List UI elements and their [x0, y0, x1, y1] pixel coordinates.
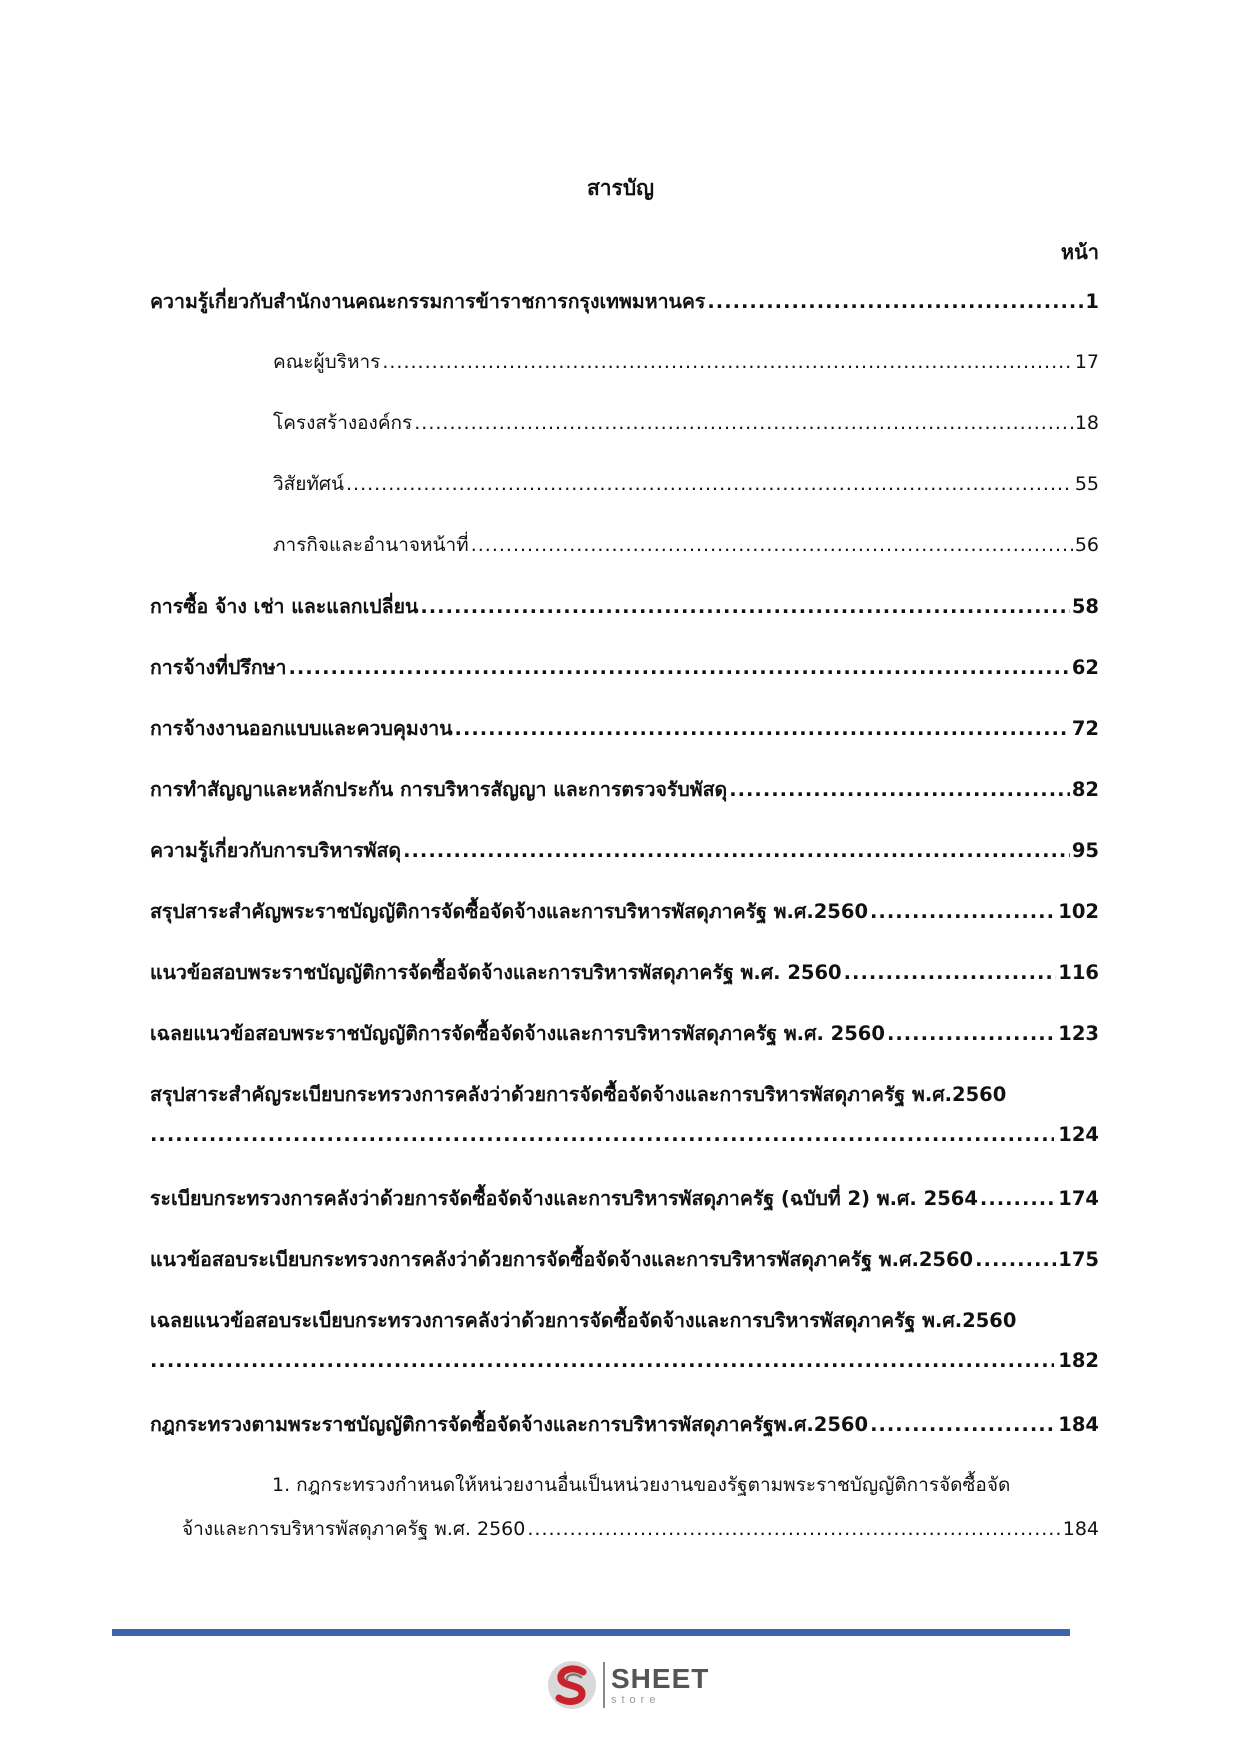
toc-entry[interactable] [150, 713, 1099, 774]
toc-entry-label: โครงสร้างองค์กร [273, 412, 413, 434]
dot-leader [455, 717, 1070, 740]
toc-entry[interactable] [150, 591, 1099, 652]
toc-entry-label: วิสัยทัศน์ [273, 473, 344, 495]
toc-entry-page: 184 [1058, 1413, 1099, 1436]
toc-entry-label: เฉลยแนวข้อสอบพระราชบัญญัติการจัดซื้อจัดจ้างและการบริหารพัสดุภาครัฐ พ.ศ. 2560 [150, 1022, 885, 1045]
toc-subentry[interactable] [150, 469, 1099, 530]
dot-leader [150, 1123, 1054, 1146]
logo-text: SHEET [611, 1662, 710, 1694]
toc-entry-page: 72 [1071, 717, 1099, 740]
toc-entry-label: แนวข้อสอบพระราชบัญญัติการจัดซื้อจัดจ้างและการบริหารพัสดุภาครัฐ พ.ศ. 2560 [150, 961, 842, 984]
logo-separator [603, 1662, 605, 1708]
toc-entry-page: 1 [1085, 290, 1099, 313]
table-of-contents [150, 286, 1099, 1544]
toc-subentry[interactable] [150, 408, 1099, 469]
dot-leader [382, 351, 1072, 373]
toc-entry[interactable] [150, 1079, 1099, 1183]
toc-entry-page: 62 [1071, 656, 1099, 679]
toc-entry-label: สรุปสาระสำคัญระเบียบกระทรวงการคลังว่าด้วยการจัดซื้อจัดจ้างและการบริหารพัสดุภาครัฐ พ.ศ.2560 [150, 1083, 1007, 1106]
dot-leader [707, 290, 1083, 313]
toc-entry[interactable] [150, 1409, 1099, 1470]
toc-entry-page: 184 [1062, 1518, 1099, 1540]
dot-leader [346, 473, 1073, 495]
toc-entry-page: 56 [1074, 534, 1099, 556]
toc-entry-page: 174 [1058, 1187, 1099, 1210]
toc-entry-label: ระเบียบกระทรวงการคลังว่าด้วยการจัดซื้อจัดจ้างและการบริหารพัสดุภาครัฐ (ฉบับที่ 2) พ.ศ. 2564 [150, 1187, 978, 1210]
sheet-store-logo-icon [545, 1658, 599, 1712]
toc-entry-page: 82 [1071, 778, 1099, 801]
toc-entry-page: 95 [1071, 839, 1099, 862]
dot-leader [420, 595, 1070, 618]
toc-entry-label: การซื้อ จ้าง เช่า และแลกเปลี่ยน [150, 595, 419, 618]
toc-entry[interactable] [150, 652, 1099, 713]
dot-leader [870, 900, 1056, 923]
toc-entry[interactable] [150, 896, 1099, 957]
toc-entry[interactable] [150, 1244, 1099, 1305]
toc-entry-page: 18 [1074, 412, 1099, 434]
dot-leader [980, 1187, 1056, 1210]
page-title: สารบัญ [586, 176, 655, 200]
toc-entry-page: 55 [1074, 473, 1099, 495]
toc-entry-page: 102 [1058, 900, 1099, 923]
toc-entry-label: เฉลยแนวข้อสอบระเบียบกระทรวงการคลังว่าด้วยการจัดซื้อจัดจ้างและการบริหารพัสดุภาครัฐ พ.ศ.2560 [150, 1309, 1017, 1332]
toc-entry-label: สรุปสาระสำคัญพระราชบัญญัติการจัดซื้อจัดจ้างและการบริหารพัสดุภาครัฐ พ.ศ.2560 [150, 900, 869, 923]
toc-entry-page: 182 [1058, 1349, 1099, 1372]
toc-entry-label: การทำสัญญาและหลักประกัน การบริหารสัญญา และการตรวจรับพัสดุ [150, 778, 728, 801]
toc-entry-page: 123 [1058, 1022, 1099, 1045]
toc-entry-label: ความรู้เกี่ยวกับการบริหารพัสดุ [150, 839, 402, 862]
toc-entry-label: ภารกิจและอำนาจหน้าที่ [273, 534, 469, 556]
dot-leader [975, 1248, 1056, 1271]
toc-entry-page: 175 [1058, 1248, 1099, 1271]
dot-leader [414, 412, 1073, 434]
dot-leader [870, 1413, 1056, 1436]
toc-entry-label: 1. กฎกระทรวงกำหนดให้หน่วยงานอื่นเป็นหน่วยงานของรัฐตามพระราชบัญญัติการจัดซื้อจัด [272, 1474, 1011, 1496]
brand-logo [545, 1658, 709, 1712]
dot-leader [729, 778, 1070, 801]
toc-entry-page: 124 [1058, 1123, 1099, 1146]
toc-entry[interactable] [150, 774, 1099, 835]
toc-entry[interactable] [150, 1183, 1099, 1244]
toc-subentry[interactable] [150, 1470, 1099, 1544]
dot-leader [527, 1518, 1060, 1540]
dot-leader [403, 839, 1070, 862]
logo-subtext: store [611, 1693, 661, 1706]
toc-entry-label: การจ้างงานออกแบบและควบคุมงาน [150, 717, 453, 740]
footer-divider [112, 1629, 1070, 1636]
dot-leader [288, 656, 1069, 679]
toc-entry-label: การจ้างที่ปรึกษา [150, 656, 287, 679]
toc-entry-label: กฎกระทรวงตามพระราชบัญญัติการจัดซื้อจัดจ้างและการบริหารพัสดุภาครัฐพ.ศ.2560 [150, 1413, 869, 1436]
dot-leader [887, 1022, 1056, 1045]
toc-entry-label: ความรู้เกี่ยวกับสำนักงานคณะกรรมการข้าราชการกรุงเทพมหานคร [150, 290, 706, 313]
dot-leader [844, 961, 1057, 984]
toc-entry-page: 58 [1071, 595, 1099, 618]
toc-entry[interactable] [150, 957, 1099, 1018]
toc-entry[interactable] [150, 1018, 1099, 1079]
toc-subentry[interactable] [150, 347, 1099, 408]
toc-subentry[interactable] [150, 530, 1099, 591]
dot-leader [150, 1349, 1054, 1372]
toc-entry-label: คณะผู้บริหาร [273, 351, 381, 373]
toc-entry-label: แนวข้อสอบระเบียบกระทรวงการคลังว่าด้วยการจัดซื้อจัดจ้างและการบริหารพัสดุภาครัฐ พ.ศ.2560 [150, 1248, 974, 1271]
toc-entry-page: 116 [1058, 961, 1099, 984]
toc-entry[interactable] [150, 1305, 1099, 1409]
toc-entry-label-continued: จ้างและการบริหารพัสดุภาครัฐ พ.ศ. 2560 [182, 1518, 526, 1540]
page-column-header: หน้า [1060, 240, 1099, 264]
toc-entry[interactable] [150, 835, 1099, 896]
dot-leader [471, 534, 1073, 556]
toc-entry-page: 17 [1074, 351, 1099, 373]
toc-entry[interactable] [150, 286, 1099, 347]
